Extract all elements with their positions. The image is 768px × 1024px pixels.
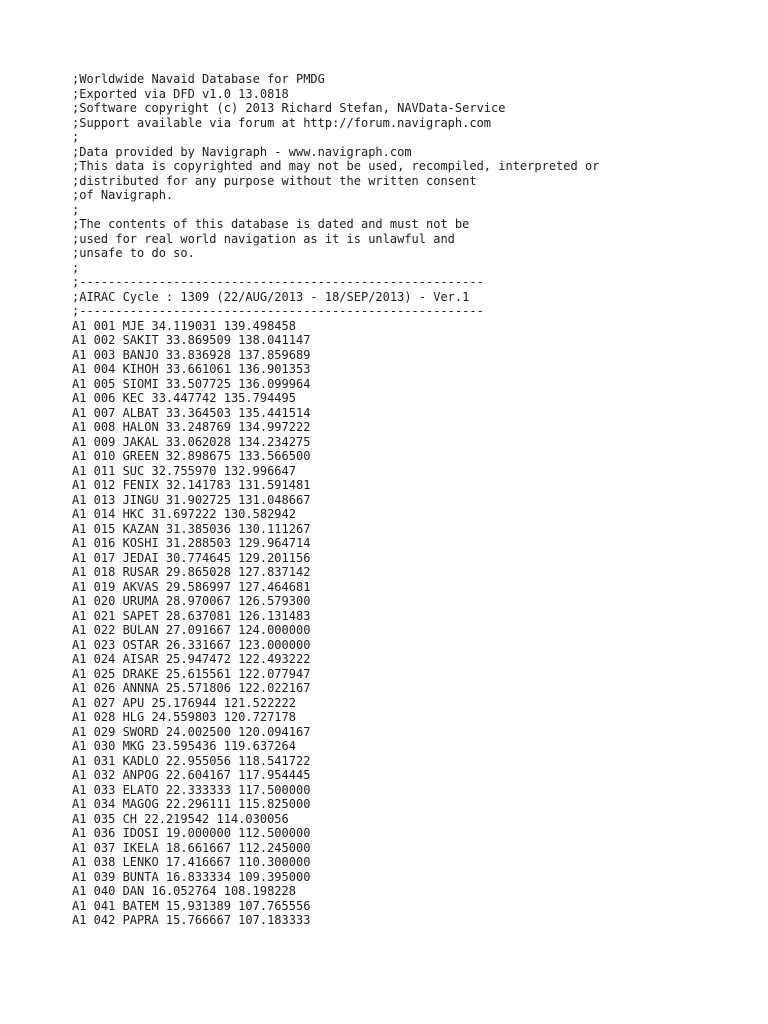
header-comment-line: ;of Navigraph.: [72, 188, 174, 202]
navaid-record-line: A1 042 PAPRA 15.766667 107.183333: [72, 913, 311, 927]
navaid-record-line: A1 033 ELATO 22.333333 117.500000: [72, 782, 311, 797]
navaid-record-line: A1 038 LENKO 17.416667 110.300000: [72, 855, 311, 869]
navaid-record-line: A1 025 DRAKE 25.615561 122.077947: [72, 666, 311, 681]
navaid-record-line: A1 018 RUSAR 29.865028 127.837142: [72, 565, 311, 579]
navaid-record-line: A1 006 KEC 33.447742 135.794495: [72, 391, 296, 405]
navaid-record-line: A1 010 GREEN 32.898675 133.566500: [72, 449, 311, 463]
navaid-record-line: A1 015 KAZAN 31.385036 130.111267: [72, 521, 311, 536]
navaid-record-line: A1 004 KIHOH 33.661061 136.901353: [72, 362, 311, 376]
header-comment-line: ;Support available via forum at http://forum.navigraph.com: [72, 115, 492, 130]
header-comment-line: ;Exported via DFD v1.0 13.0818: [72, 86, 289, 101]
document-page: [72, 72, 752, 928]
navaid-record-line: A1 001 MJE 34.119031 139.498458: [72, 318, 296, 333]
navaid-record-line: A1 019 AKVAS 29.586997 127.464681: [72, 579, 311, 594]
navaid-record-line: A1 002 SAKIT 33.869509 138.041147: [72, 333, 311, 347]
navaid-record-line: A1 012 FENIX 32.141783 131.591481: [72, 478, 311, 492]
navaid-record-line: A1 021 SAPET 28.637081 126.131483: [72, 608, 311, 623]
header-comment-line: ;--------------------------------------------------------: [72, 304, 484, 318]
navaid-record-line: A1 008 HALON 33.248769 134.997222: [72, 420, 311, 434]
navaid-records-list: [72, 319, 752, 928]
header-comment-line: ;: [72, 202, 80, 217]
navaid-record-line: A1 009 JAKAL 33.062028 134.234275: [72, 434, 311, 449]
header-comment-line: ;Worldwide Navaid Database for PMDG: [72, 72, 325, 86]
navaid-record-line: A1 014 HKC 31.697222 130.582942: [72, 507, 296, 521]
navaid-record-line: A1 017 JEDAI 30.774645 129.201156: [72, 550, 311, 565]
navaid-record-line: A1 005 SIOMI 33.507725 136.099964: [72, 376, 311, 391]
header-comment-line: ;--------------------------------------------------------: [72, 275, 484, 289]
navaid-record-line: A1 030 MKG 23.595436 119.637264: [72, 739, 296, 753]
header-comment-line: ;Software copyright (c) 2013 Richard Stefan, NAVData-Service: [72, 101, 506, 115]
navaid-record-line: A1 024 AISAR 25.947472 122.493222: [72, 652, 311, 666]
header-comment-block: [72, 72, 752, 319]
header-comment-line: ;Data provided by Navigraph - www.navigraph.com: [72, 144, 412, 159]
navaid-record-line: A1 026 ANNNA 25.571806 122.022167: [72, 681, 311, 695]
navaid-record-line: A1 035 CH 22.219542 114.030056: [72, 811, 289, 826]
navaid-record-line: A1 034 MAGOG 22.296111 115.825000: [72, 797, 311, 811]
navaid-record-line: A1 027 APU 25.176944 121.522222: [72, 695, 296, 710]
navaid-record-line: A1 039 BUNTA 16.833334 109.395000: [72, 869, 311, 884]
navaid-record-line: A1 041 BATEM 15.931389 107.765556: [72, 898, 311, 913]
navaid-record-line: A1 040 DAN 16.052764 108.198228: [72, 884, 296, 898]
header-comment-line: ;: [72, 260, 80, 275]
navaid-record-line: A1 003 BANJO 33.836928 137.859689: [72, 347, 311, 362]
header-comment-line: ;: [72, 130, 80, 144]
navaid-record-line: A1 037 IKELA 18.661667 112.245000: [72, 840, 311, 855]
header-comment-line: ;This data is copyrighted and may not be used, recompiled, interpreted or: [72, 159, 600, 173]
header-comment-line: ;AIRAC Cycle : 1309 (22/AUG/2013 - 18/SEP/2013) - Ver.1: [72, 289, 470, 304]
navaid-record-line: A1 007 ALBAT 33.364503 135.441514: [72, 405, 311, 420]
header-comment-line: ;used for real world navigation as it is unlawful and: [72, 231, 455, 246]
navaid-record-line: A1 032 ANPOG 22.604167 117.954445: [72, 768, 311, 782]
header-comment-line: ;The contents of this database is dated and must not be: [72, 217, 470, 231]
navaid-record-line: A1 036 IDOSI 19.000000 112.500000: [72, 826, 311, 840]
navaid-record-line: A1 011 SUC 32.755970 132.996647: [72, 463, 296, 478]
header-comment-line: ;distributed for any purpose without the written consent: [72, 173, 477, 188]
navaid-record-line: A1 031 KADLO 22.955056 118.541722: [72, 753, 311, 768]
navaid-record-line: A1 029 SWORD 24.002500 120.094167: [72, 724, 311, 739]
header-comment-line: ;unsafe to do so.: [72, 246, 195, 260]
navaid-record-line: A1 013 JINGU 31.902725 131.048667: [72, 492, 311, 507]
navaid-record-line: A1 020 URUMA 28.970067 126.579300: [72, 594, 311, 608]
navaid-record-line: A1 016 KOSHI 31.288503 129.964714: [72, 536, 311, 550]
navaid-record-line: A1 028 HLG 24.559803 120.727178: [72, 710, 296, 724]
navaid-record-line: A1 022 BULAN 27.091667 124.000000: [72, 623, 311, 637]
navaid-record-line: A1 023 OSTAR 26.331667 123.000000: [72, 637, 311, 652]
